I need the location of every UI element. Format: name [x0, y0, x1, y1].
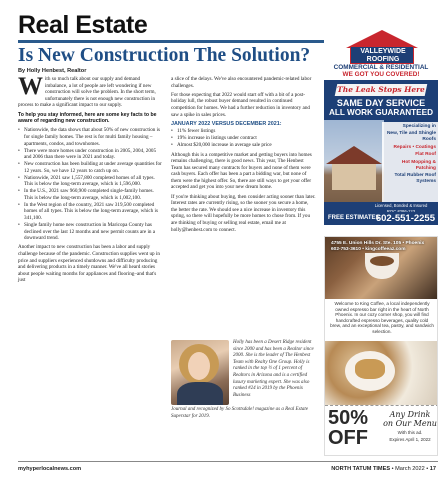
coffee-cup-icon [365, 253, 399, 279]
market-paragraph: Although this is a competitive market and getting buyers into homes remains challenging, there is good news. This year, The Henbest Team has secured many contracts for buyers and none of them were cash buyers. Each offer has been a part a bidding war, but none of them were the highest offer. So, there are still ways to get your offer accepted and get you into your new dream home. [171, 151, 312, 191]
byline: By Holly Henbest, Realtor [18, 68, 87, 74]
list-item: • New construction has been building at under average quantities for 12 years. So, we have 12 years to catch up on. [18, 161, 163, 174]
supply-paragraph: Another impact to new construction has been a labor and supply challenge because of the pandemic. Construction supplies went up in price and suppliers experienced shutdowns and difficulty producing and delivering products in a timely manner. We've all heard stories about people waiting months for appliances and flooring–and that's just [18, 244, 160, 284]
list-item: • 11% fewer listings [171, 128, 316, 135]
pastry [355, 359, 385, 379]
publication-name: NORTH TATUM TIMES [331, 466, 391, 472]
page-number: 17 [429, 466, 436, 472]
footer-rule [18, 461, 438, 462]
section-title: Real Estate [18, 11, 148, 39]
prices-paragraph: For those expecting that 2022 would start off with a bit of a post-holiday lull, the robust buyer demand resulted in continued competition for homes. We had a further reduction in inventory and saw a spike in sales prices. [171, 91, 310, 118]
list-item: Hot Mopping & Patching [401, 159, 436, 171]
coupon-expiry: Expires April 1, 2022 [389, 437, 431, 442]
list-item: Flat Roof [415, 152, 436, 158]
roofing-phone-bar[interactable] [324, 212, 438, 225]
list-item: • In the West region of the country, 2021 saw 319,500 completed homes of all types. This is below the long-term average, which is 341,100. [18, 202, 163, 222]
list-item: New, Tile and Shingle Roofs [386, 131, 436, 143]
stats-list [171, 128, 316, 149]
article-column-2 [171, 76, 316, 236]
contact-paragraph: If you're thinking about buying, then consider acting sooner than later. Interest rates are currently rising, so the sooner you secure a home, the better the rate. We should see a nice increase in inventory this spring, so there will hopefully be more homes to chose from. If you are thinking of buying or selling real estate, email me at holly@henbest.com to connect. [171, 193, 316, 233]
list-item: • Almost $20,000 increase in average sale price [171, 142, 316, 149]
author-bio-continued: Journal and recognized by So Scottsdale! magazine as a Real Estate Superstar for 2019. [171, 407, 309, 419]
coffee-photo [325, 237, 438, 299]
coffee-description: Welcome to King Coffee, a local independently owned espresso bar right in the heart of North Phoenix. In our cozy corner shop, you will find handcrafted espresso beverages, quality cold brew, and an exceptional tea, pastry, and sandwich selection. [330, 301, 434, 334]
food-photo [325, 341, 438, 405]
roofing-same-day: SAME DAY SERVICE [336, 98, 426, 108]
coupon-with-ad: With this ad. [397, 430, 423, 435]
delays-paragraph: a slice of the delays. We've also encountered pandemic-related labor challenges. [171, 76, 312, 89]
list-item: Specializing in [402, 124, 436, 129]
article-column-1 [18, 73, 163, 287]
lead-paragraph: To help you stay informed, here are some key facts to be aware of regarding new construction. [18, 111, 157, 125]
services-list [384, 124, 436, 186]
headline: Is New Construction The Solution? [18, 45, 311, 66]
dropcap: W [18, 73, 43, 100]
roofing-logo-box [350, 46, 414, 64]
list-item: • Nationwide, 2021 saw 1,557,800 completed homes of all types. This is below the long-term average, which is 1,596,000. [18, 175, 163, 188]
roofing-tagline: COMMERCIAL & RESIDENTIAL [333, 64, 429, 71]
list-item: Repairs • Coatings [393, 144, 436, 150]
free-estimates: FREE ESTIMATES [328, 215, 380, 221]
author-bio: Holly has been a Desert Ridge resident since 2000 and has been a Realtor since 2000. She is the leader of The Henbest Team with Realty One Group. Holly is ranked in the top ½ of 1 percent of Realtors in Arizona and is a certified luxury marketing expert. She was also ranked #24 in 2019 by the Phoenix Business [233, 340, 314, 398]
roofing-script-text: The Leak Stops Here [337, 85, 425, 94]
coupon[interactable] [325, 405, 438, 456]
house-wall [332, 164, 376, 190]
roofing-slogan: WE GOT YOU COVERED! [342, 71, 420, 78]
license-text: Licensed, Bonded & Insured [374, 203, 428, 208]
list-item: Total Rubber Roof Systems [394, 172, 436, 184]
intro-paragraph [18, 73, 163, 109]
author-photo-body [177, 382, 223, 405]
facts-list [18, 127, 163, 241]
issue-date: • March 2022 • [391, 466, 429, 472]
author-photo [171, 340, 229, 405]
coupon-any-drink: Any Drink [389, 410, 431, 419]
list-item: • Single family home new construction in Maricopa County has declined over the last 12 months and new permit counts are in a downward trend. [18, 222, 163, 242]
list-item: • There were more homes under construction in 2005, 2004, 2005 and 2006 than there were in 2021 and today. [18, 148, 163, 161]
roofing-guarantee: ALL WORK GUARANTEED [328, 108, 433, 117]
roofing-logo-line2: ROOFING [366, 56, 400, 63]
roofing-script-banner [335, 84, 428, 96]
roofing-phone[interactable]: 602-551-2255 [375, 213, 435, 224]
house-roof [326, 146, 382, 164]
list-item: • In the U.S., 2021 saw 960,900 completed single-family homes. This is below the long-term average, which is 1,002,100. [18, 188, 163, 201]
coffee-address[interactable]: 4755 E. Union Hills Dr. Ste. 105 • Phoenix 602-753-3610 • kingcoffeeaz.com [331, 241, 425, 252]
footer-site[interactable]: myhyperlocalnews.com [18, 466, 82, 472]
coupon-on-menu: on Our Menu [383, 419, 437, 428]
roofing-logo-line1: VALLEYWIDE [360, 48, 406, 55]
intro-text: ith so much talk about our supply and demand imbalance, a lot of people are left wondering if new construction will solve the problem. In the short term, unfortunately there is not enough new construction in process to make a significant impact to our supply. [18, 76, 156, 109]
footer-publication [331, 466, 436, 472]
list-item: • Nationwide, the data shows that about 50% of new construction is for single family homes. The rest is for multi family housing – apartments, condos, and townhomes. [18, 127, 163, 147]
list-item: • 19% increase in listings under contract [171, 135, 316, 142]
coupon-percent: 50% [328, 407, 369, 429]
author-photo-face [188, 352, 210, 380]
coupon-off: OFF [328, 427, 368, 449]
roofing-ad[interactable] [324, 24, 438, 220]
stats-heading: JANUARY 2022 VERSUS DECEMBER 2021: [171, 120, 282, 127]
coffee-ad[interactable] [324, 236, 438, 456]
